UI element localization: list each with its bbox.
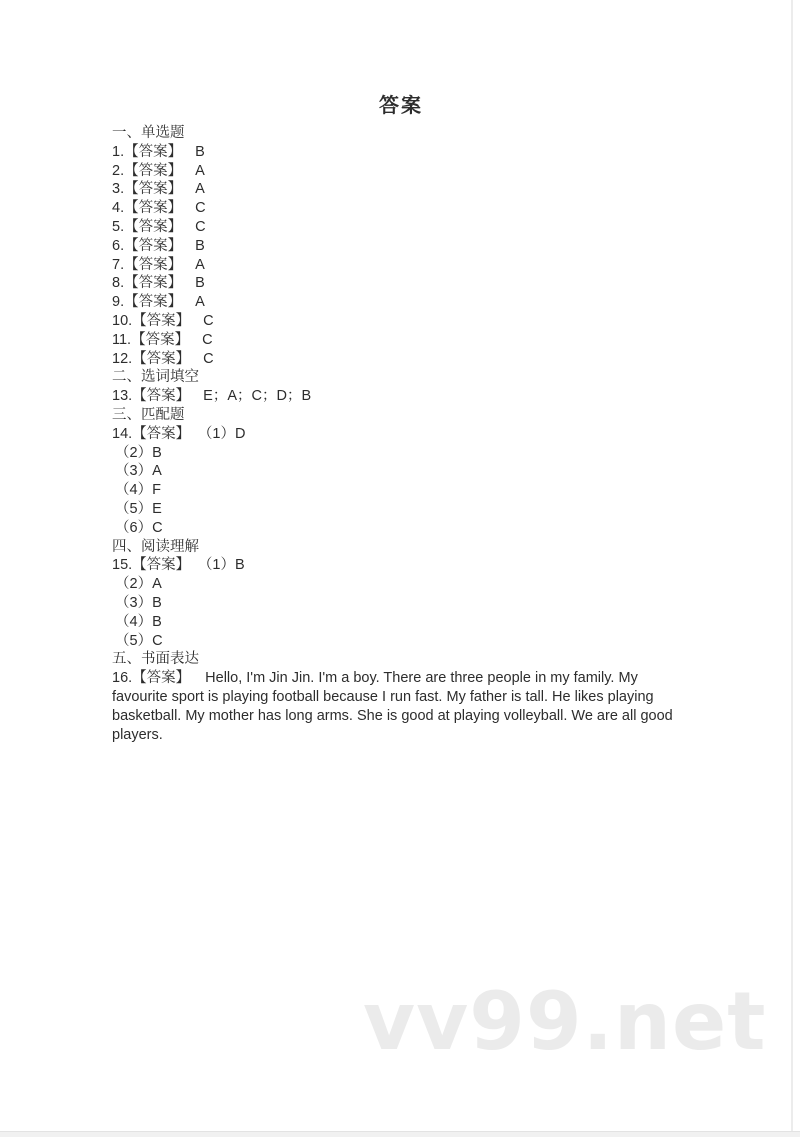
sub-answer-row: （3）A	[115, 463, 162, 480]
answer-label: 【答案】	[124, 162, 183, 179]
answer-row	[112, 180, 690, 199]
answer-row-essay	[112, 669, 690, 744]
answer-row	[112, 350, 690, 369]
answer-sheet	[112, 0, 690, 744]
answer-row	[112, 162, 690, 181]
answer-row	[112, 312, 690, 331]
answer-number: 13.	[112, 388, 133, 405]
answer-row	[112, 199, 690, 218]
answer-value: C	[195, 218, 206, 235]
answer-label: 【答案】	[132, 670, 191, 687]
answer-number: 14.	[112, 425, 133, 442]
answer-value: （1）B	[205, 557, 245, 574]
answer-number: 4.	[112, 200, 125, 217]
answer-label: 【答案】	[132, 350, 191, 367]
answer-row	[112, 256, 690, 275]
sub-answer-row: （4）F	[115, 482, 161, 499]
answer-number: 10.	[112, 312, 133, 329]
answer-value: A	[195, 256, 205, 273]
answer-label: 【答案】	[124, 218, 183, 235]
page-title: 答案	[379, 95, 423, 117]
answer-row	[112, 293, 690, 312]
answer-label: 【答案】	[124, 237, 183, 254]
answer-label: 【答案】	[124, 181, 183, 198]
answer-row	[112, 274, 690, 293]
page-right-edge-line	[791, 0, 793, 1131]
sub-answer-row: （4）B	[115, 613, 162, 630]
answer-number: 6.	[112, 237, 125, 254]
answer-number: 8.	[112, 275, 125, 292]
answer-number: 12.	[112, 350, 133, 367]
answer-row	[112, 556, 690, 575]
sub-answer-row: （6）C	[115, 519, 163, 536]
answer-row	[112, 237, 690, 256]
section-header-single-choice: 一、单选题	[112, 125, 185, 141]
answer-label: 【答案】	[124, 294, 183, 311]
sub-answer-row: （3）B	[115, 594, 162, 611]
answer-value: C	[202, 331, 213, 348]
answer-row	[112, 331, 690, 350]
essay-answer-text: Hello, I'm Jin Jin. I'm a boy. There are three people in my family. My favourite sport is playing football because I run fast. My father is tall. He likes playing basketball. My mother has long arms. She is good at playing volleyball. We are all good players.	[112, 670, 673, 743]
answer-value: C	[195, 200, 206, 217]
sub-answer-row: （2）A	[115, 576, 162, 593]
answer-number: 1.	[112, 143, 125, 160]
answer-number: 5.	[112, 218, 125, 235]
answer-row	[112, 387, 690, 406]
answer-value: B	[195, 143, 205, 160]
answer-value: E；A；C；D；B	[203, 388, 312, 405]
section-header-fill-words: 二、选词填空	[112, 369, 199, 386]
answer-value: A	[195, 294, 205, 311]
answer-label: 【答案】	[131, 331, 190, 348]
page-bottom-gap	[0, 1131, 800, 1137]
answer-label: 【答案】	[124, 275, 183, 292]
answer-value: C	[203, 312, 214, 329]
answer-label: 【答案】	[132, 557, 191, 574]
answer-value: B	[195, 275, 205, 292]
answer-value: A	[195, 181, 205, 198]
answer-label: 【答案】	[124, 256, 183, 273]
answer-number: 11.	[112, 331, 132, 348]
answer-label: 【答案】	[124, 200, 183, 217]
answer-rows	[112, 124, 690, 744]
answer-label: 【答案】	[132, 425, 191, 442]
answer-label: 【答案】	[132, 388, 191, 405]
answer-number: 15.	[112, 557, 133, 574]
answer-label: 【答案】	[124, 143, 183, 160]
section-header-reading: 四、阅读理解	[112, 538, 199, 555]
answer-value: A	[195, 162, 205, 179]
answer-row	[112, 425, 690, 444]
answer-value: B	[195, 237, 205, 254]
answer-number: 7.	[112, 256, 125, 273]
answer-number: 3.	[112, 181, 125, 198]
section-header-matching: 三、匹配题	[112, 406, 185, 423]
sub-answer-row: （2）B	[115, 444, 162, 461]
answer-row	[112, 218, 690, 237]
section-header-writing: 五、书面表达	[112, 651, 199, 668]
answer-value: C	[203, 350, 214, 367]
answer-number: 2.	[112, 162, 125, 179]
site-watermark: vv99.net	[363, 975, 767, 1068]
answer-number: 9.	[112, 294, 125, 311]
answer-label: 【答案】	[132, 312, 191, 329]
answer-number: 16.	[112, 670, 133, 687]
answer-row	[112, 143, 690, 162]
sub-answer-row: （5）E	[115, 500, 162, 517]
sub-answer-row: （5）C	[115, 632, 163, 649]
answer-value: （1）D	[205, 425, 246, 442]
